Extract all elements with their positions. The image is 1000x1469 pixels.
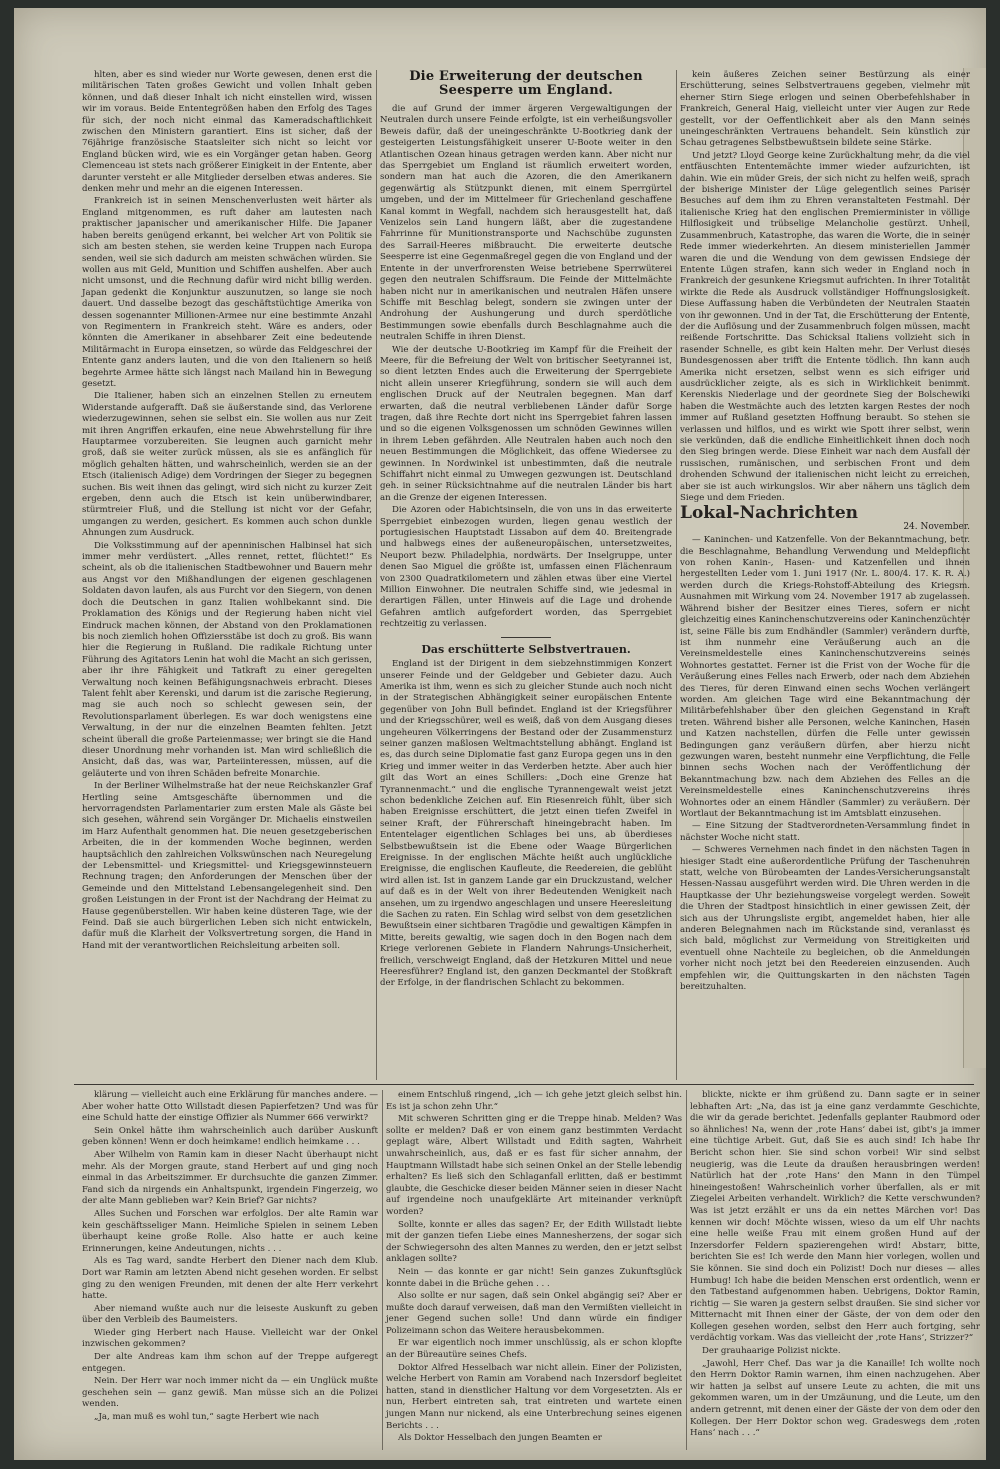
- paragraph: Nein — das konnte er gar nicht! Sein ganzes Zukunftsglück konnte dabei in die Brüche gehen . . .: [386, 1266, 682, 1289]
- paragraph: Nein. Der Herr war noch immer nicht da — ein Unglück mußte geschehen sein — ganz gewiß. Man müsse sich an die Polizei wenden.: [82, 1376, 378, 1410]
- paragraph: Mit schweren Schritten ging er die Treppe hinab. Melden? Was sollte er melden? Daß er von einem ganz bestimmten Verdacht geplagt wäre, Albert Willstadt und Edith sagten, Wahrheit unwahrscheinlich, aus, daß er es fast für sicher annahm, der Hauptmann Willstadt habe sich seinen Onkel an der Stelle lebendig erhalten? Es ließ sich den Schlaganfall erlitten, daß er bestimmt glaubte, die Geschicke dieser beiden Männer seien in dieser Nacht auf irgendeine noch unaufgeklärte Art miteinander verknüpft worden?: [386, 1114, 682, 1217]
- feuilleton-rule: [74, 1084, 974, 1085]
- paragraph: Also sollte er nur sagen, daß sein Onkel abgängig sei? Aber er mußte doch darauf verweisen, daß man den Vermißten vielleicht in jener Gegend suchen solle! Und dann würde ein findiger Polizeimann schon das Weitere herausbekommen.: [386, 1291, 682, 1336]
- paragraph: England ist der Dirigent in dem siebzehnstimmigen Konzert unserer Feinde und der Geldgeber und Gebieter dazu. Auch Amerika ist ihm, wenn es sich zu gleicher Stunde auch noch nicht in der Strategischen Abhängigkeit seiner europäischen Entente gegenüber von John Bull befindet. England ist der Kriegsführer und der Kriegsschürer, weil es weiß, daß von dem Ausgang dieses ungeheuren Völkerringens der Bestand oder der Zusammensturz seiner ganzen maßlosen Weltmachtstellung abhängt. England ist es, das durch seine Diplomatie fast ganz Europa gegen uns in den Krieg und immer weiter in das Verderben hetzte. Aber auch hier gilt das Wort an eines Schillers: „Doch eine Grenze hat Tyrannenmacht.“ und die englische Tyrannengewalt weist jetzt schon bedenkliche Zeichen auf. Ein Riesenreich fühlt, über sich haben Ereignisse erschüttert, die jetzt einen tiefen Zweifel in seiner Kraft, der Führerschaft hineingebracht haben. Im Ententelager eigentlichen Schlages bei uns, ab überdieses Selbstbewußtsein ist die Ebene oder Waage Bürgerlichen Ereignisse. In der englischen Mächte heißt auch unglückliche Ereignisse, die englischen Kaufleute, die Reedereien, die geblüht wird allen ist. Ist in ganzem Lande gar ein Druckzustand, welcher auf daß es in der Welt von ihrer Bedeutenden Wenigkeit nach ansehen, um zu irgendwo angeschlagen und unsere Heeresleitung die Sachen zu raten. Ein Schlag wird selbst von dem gesetzlichen Bewußtsein einer sichtbaren Tragödie und gewaltigen Kämpfen in Mitte, bereits gewaltig, wie sagen doch in den Bogen nach dem Kriege verlorenen Gebiete in Flandern Nahrungs-Unsicherheit, freilich, verschweigt England, daß der Hetzkuren Mittel und neue Heeresführer? England ist, den ganzen Deckmantel der Stoßkraft der Erfolge, in der flandrischen Schlacht zu bekommen.: [380, 659, 672, 989]
- local-date: 24. November.: [903, 521, 970, 532]
- column-rule: [376, 70, 377, 1080]
- paragraph: einem Entschluß ringend, „ich — ich gehe jetzt gleich selbst hin. Es ist ja schon zehn Uhr.“: [386, 1090, 682, 1112]
- newspaper-page: [14, 8, 986, 1460]
- paragraph: kein äußeres Zeichen seiner Bestürzung als einer Erschütterung, seines Selbstvertrauens gegeben, vielmehr mit eherner Stirn Siege erlogen und seinen Oberbefehlshaber in Frankreich, General Haig, vielleicht unter vier Augen zur Rede gestellt, vor der Oeffentlichkeit aber als den Mann seines uneingeschränkten Vertrauens behandelt. Sein künstlich zur Schau getragenes Selbstbewußtsein bildete seine Stärke.: [680, 70, 970, 149]
- paragraph: Als Doktor Hesselbach den jungen Beamten er: [398, 1433, 602, 1444]
- paragraph: — Kaninchen- und Katzenfelle. Von der Bekanntmachung, betr. die Beschlagnahme, Behandlung Verwendung und Meldepflicht von rohen Kanin-, Hasen- und Katzenfellen und ihnen hergestellten Leder vom 1. Juni 1917 (Nr. L. 800/4. 17. K. R. A.) werden durch die Kriegs-Rohstoff-Abteilung des Kriegsm. Ausnahmen mit Wirkung vom 24. November 1917 ab zugelassen. Während bisher der Besitzer eines Tieres, sofern er nicht gleichzeitig eines Kaninchenschutzvereins oder Kaninchenzüchter ist, seine Fälle bis zum Endhändler (Sammler) verändern durfte, ist ihm nunmehr eine Veräußerung auch an die Vereinsmeldestelle eines Kaninchenschutzvereins seines Wohnortes gestattet. Ferner ist die Frist von der Woche für die Veräußerung eines Felles nach Erwerb, oder nach dem Abziehen des Tieres, für deren Einwand einen sechs Wochen verlängert worden. Am gleichen Tage wird eine Bekanntmachung der Militärbefehlshaber über den gleichen Gegenstand in Kraft treten. Während bisher alle Personen, welche Kaninchen, Hasen und Katzen nachstellen, dürfen die Felle unter gewissen Bedingungen ganz veräußern dürfen, aber hierzu nicht gezwungen waren, besteht nunmehr eine Verpflichtung, die Felle binnen sechs Wochen nach der Veröffentlichung der Bekanntmachung bzw. nach dem Abziehen des Felles an die Vereinsmeldestelle eines Kaninchenschutzvereins ihres Wohnortes oder an einem Händler (Sammler) zu veräußern. Der Wortlaut der Bekanntmachung ist im Amtsblatt einzusehen.: [680, 535, 970, 819]
- paragraph: „Jawohl, Herr Chef. Das war ja die Kanaille! Ich wollte noch den Herrn Doktor Ramin warnen, ihm einen nachzugehen. Aber wir hatten ja selbst auf unsere Leute zu achten, die mit uns gekommen waren, um in der Umzäunung, und die Leute, um den andern getrennt, mit denen einer der Gäste der von dem oder den Kollegen. Der Herr Doktor schon weg. Gradeswegs dem ‚roten Hans‘ nach . . .“: [690, 1358, 980, 1439]
- headline-seesperre: Die Erweiterung der deutschen Seesperre um England.: [409, 69, 643, 98]
- paragraph: Die Azoren oder Habichtsinseln, die von uns in das erweiterte Sperrgebiet einbezogen wurden, liegen genau westlich der portugiesischen Hauptstadt Lissabon auf dem 40. Breitengrade und halbwegs eines der außeneuropäischen, untersetzweites, Neuport bezw. Philadelphia, nordwärts. Der Inselgruppe, unter denen Sao Miguel die größte ist, umfassen einen Flächenraum von 2300 Quadratkilometern und zählen etwas über eine Viertel Million Einwohner. Die neutralen Schiffe sind, wie jedesmal in derartigen Fällen, unter Hinweis auf die Lage und drohende Gefahren amtlich aufgefordert worden, das Sperrgebiet rechtzeitig zu verlassen.: [380, 505, 672, 630]
- paragraph: Sollte, konnte er alles das sagen? Er, der Edith Willstadt liebte mit der ganzen tiefen Liebe eines Mannesherzens, der sogar sich der Schwiegersohn des alten Mannes zu werden, den er jetzt selbst anklagen sollte?: [386, 1219, 682, 1265]
- paragraph: Und jetzt? Lloyd George keine Zurückhaltung mehr, da die viel entfäuschten Ententemächte immer wieder aufzurichten, ist dahin. Wie ein müder Greis, der sich nicht zu helfen weiß, sprach der bisherige Minister der Lüge gelegentlich seines Pariser Besuches auf dem ihm zu Ehren veranstalteten Festmahl. Der italienische Krieg hat den englischen Premierminister in völlige Hilflosigkeit und trübselige Melancholie gestürzt. Unheil, Zusammenbruch, Katastrophe, das waren die Worte, die in seiner Rede immer wiederkehrten. An diesem ministeriellen Jammer waren die und die Wendung von dem gewissen Endsiege der Entente Lügen strafen, kann sich weder in England noch in Frankreich der gesunkene Kriegsmut aufrichten. In ihrer Totalität wirkte die Rede als Ausdruck vollständiger Hoffnungslosigkeit. Diese Auffassung haben die Verbündeten der Neutralen Staaten von ihr gewonnen. Und in der Tat, die Erschütterung der Entente, der die Auflösung und der Zusammenbruch folgen müssen, macht reißende Fortschritte. Das Schicksal Italiens vollzieht sich in rasender Schnelle, es gibt kein Halten mehr. Der Verlust dieses Bundesgenossen aber trifft die Entente tödlich. Ihn kann auch Amerika nicht ersetzen, selbst wenn es sich eifriger und ausdrücklicher zeigte, als es sich in Wirklichkeit benimmt. Kerenskis Niederlage und der geordnete Sieg der Bolschewiki haben die Westmächte auch des letzten kargen Restes der noch immer auf Rußland gesetzten Hoffnung beraubt. So stehen sie verlassen und hilflos, und es wirkt wie Spott ihrer selbst, wenn sie verkünden, daß die endliche Einheitlichkeit ihnen doch noch den Sieg bringen werde. Diese Einheit war nach dem Ausfall der russischen, rumänischen, und serbischen Front und dem drohenden Schwund der italienischen nicht leicht zu erreichen, aber sie ist auch wirkungslos. Wir aber nähern uns täglich dem Siege und dem Frieden.: [680, 150, 970, 504]
- article-column-3: [680, 70, 970, 1090]
- column-rule: [676, 70, 677, 1080]
- article-divider: [501, 637, 551, 638]
- headline-selbstvertrauen: Das erschütterte Selbstvertrauen.: [421, 642, 631, 656]
- paragraph: Frankreich ist in seinen Menschenverlusten weit härter als England mitgenommen, es ruft daher am lautesten nach praktischer japanischer und amerikanischer Hilfe. Die Japaner haben bereits genügend erkannt, bei welcher Art von Politik sie sich am besten stehen, sie werden keine Truppen nach Europa senden, weil sie sich dadurch am meisten schwächen würden. Sie wollen aus mit Geld, Munition und Schiffen aushelfen. Aber auch nicht umsonst, und die Rechnung dafür wird nicht billig werden. Japan gedenkt die Konjunktur auszunutzen, so lange sie noch dauert. Und dasselbe bezogt das geschäftstüchtige Amerika von dessen sogenannter Millionen-Armee nur eine bestimmte Anzahl von Regimentern in Frankreich steht. Wäre es anders, oder könnten die Amerikaner in absehbarer Zeit eine bedeutende Militärmacht in Europa einsetzen, so würde das Feldgeschrei der Entente ganz anders lauten, und die von den Italienern so heiß begehrte Armee hätte sich längst nach Mailand hin in Bewegung gesetzt.: [82, 196, 372, 389]
- paragraph: — Schweres Vernehmen nach findet in den nächsten Tagen in hiesiger Stadt eine außerordentliche Prüfung der Taschenuhren statt, welche von Bürobeamten der Landes-Versicherungsanstalt Hessen-Nassau ausgeführt werden wird. Die Uhren werden in die Hauptkasse der Uhr beziehungsweise vorgelegt werden. Soweit die Uhren der Stadtpost hinsichtlich in einer gewissen Zeit, der sich aus der Uhrungsliste ergibt, angemeldet haben, hier alle anderen Belegnahmen nach im Rückstande sind, veranlasst es sich bald, möglichst zur Vermeidung von Streitigkeiten und eventuell ohne Nachteile zu begleichen, ob die Anmeldungen vorher nicht noch jetzt bei den Reedereien einzusenden. Auch empfehlen wir, die Quittungskarten in den nächsten Tagen bereitzuhalten.: [680, 845, 970, 993]
- serial-story-column-2: [386, 1090, 682, 1450]
- article-column-2: [380, 70, 672, 1090]
- paragraph: Der alte Andreas kam ihm schon auf der Treppe aufgeregt entgegen.: [82, 1352, 378, 1374]
- paragraph: Die Italiener, haben sich an einzelnen Stellen zu erneutem Widerstande aufgerafft. Daß sie äußerstande sind, das Verlorene wiederzugewinnen, sehen sie selbst ein. Sie wollen aus nur Zeit mit ihren Angriffen erkaufen, eine neue Abwehrstellung für ihre Hauptarmee vorzubereiten. Sie leugnen auch garnicht mehr groß, daß sie weiter zurück müssen, als sie es anfänglich für möglich gehalten hätten, und wahrscheinlich, werden sie an der Etsch (italienisch Adige) dem Vordringen der Sieger zu begegnen suchen. Bis weit ihnen das gelingt, wird sich nicht zu kurzer Zeit ergeben, denn auch die Etsch ist kein unüberwindbarer, stürmtreier Fluß, und die Stellung ist nicht vor der Gefahr, umgangen zu werden, gesichert. Es kommen auch schon dunkle Ahnungen zum Ausdruck.: [82, 391, 372, 539]
- paragraph: Sein Onkel hätte ihm wahrscheinlich auch darüber Auskunft geben können! Wenn er doch heimkame! endlich heimkame . . .: [82, 1125, 378, 1148]
- paragraph: blickte, nickte er ihm grüßend zu. Dann sagte er in seiner lebhaften Art: „Na, das ist ja eine ganz verdammte Geschichte, die wir da gerade berichtet. Jedenfalls geplanter Raubmord oder so ähnliches! Na, wenn der ‚rote Hans‘ dabei ist, gibt's ja immer eine tüchtige Arbeit. Gut, daß Sie es auch sind! Ich habe Ihr Bericht schon hier. Sie sind schon vorbei! Wir sind selbst neugierig, was die Leute da draußen herausbringen werden! Natürlich hat der ‚rote Hans‘ den Mann in den Tümpel hineingestoßen! Wahrscheinlich vorher überfallen, als er mit Ziegelei Arbeiten verhandelt. Wirklich? die Kette verschwunden? Was ist jetzt erzählt er uns da ein nettes Märchen vor! Das kennen wir doch! Möchte wissen, wieso da um elf Uhr nachts eine helle weiße Frau mit einem großen Hund auf der Inzersdorfer Feldern spazierengehen wird! Abstarr, bitte, berichten Sie es! Ich werde den Mann hier vorlegen, wollen und Sie können. Sie sind doch ein Polizist! Doch nur dieses — alles Humbug! Ich habe die beiden Menschen erst ordentlich, wenn er den Tatbestand aufgenommen haben. Uebrigens, Doktor Ramin, richtig — Sie waren ja gestern selbst draußen. Sie sind sicher vor Mitternacht mit Ihnen einer der Gäste, der von dem oder den Kollegen gesehen worden, selbst den Herr auch fortging, sehr verdächtig vorkam. Was das vielleicht der ‚rote Hans‘, Strizzer?“: [690, 1090, 980, 1344]
- article-column-1: [82, 70, 372, 1090]
- paragraph: hlten, aber es sind wieder nur Worte gewesen, denen erst die militärischen Taten großes Gewicht und vollen Inhalt geben können, und daß dieser Inhalt ich nicht einstellen wird, wissen wir im voraus. Beide Ententegrößen haben den Erfolg des Tages für sich, der noch nicht einmal das Kameradschaftlichkeit zwischen den Ministern garantiert. Eins ist sicher, daß der 76jährige französische Staatsleiter sich nicht so leicht vor England bücken wird, wie es ein Vorgänger getan haben. Georg Clemenceau ist stets nach größerer Einigkeit in der Entente, aber darunter versteht er alle Mitglieder derselben etwas anderes. Sie denken mehr und mehr an die eigenen Interessen.: [82, 70, 372, 195]
- paragraph: Aber niemand wußte auch nur die leiseste Auskunft zu geben über den Verbleib des Baumeisters.: [82, 1303, 378, 1326]
- paragraph: „Ja, man muß es wohl tun,“ sagte Herbert wie nach: [94, 1412, 320, 1423]
- paragraph: Doktor Alfred Hesselbach war nicht allein. Einer der Polizisten, welche Herbert von Ramin am Vorabend nach Inzersdorf begleitet hatten, stand in dienstlicher Haltung vor dem Vorgesetzten. Als er nun, Herbert eintreten sah, trat eintreten und wartete einen jungen Mann nur nickend, als eine Unterbrechung seines eigenen Berichts . . .: [386, 1362, 682, 1431]
- paragraph: klärung — vielleicht auch eine Erklärung für manches andere. — Aber woher hatte Otto Willstadt diesen Papierfetzen? Und was für eine Schuld hatte der einstige Offizier als Nummer 666 verwirkt?: [82, 1090, 378, 1124]
- paragraph: die auf Grund der immer ärgeren Vergewaltigungen der Neutralen durch unsere Feinde erfolgte, ist ein verheißungsvoller Beweis dafür, daß der uneingeschränkte U-Bootkrieg dank der gesteigerten Leistungsfähigkeit unserer U-Boote weiter in den Atlantischen Ozean hinaus getragen werden kann. Aber nicht nur das Sperrgebiet um England ist räumlich erweitert worden, sondern man hat auch die Azoren, die den Amerikanern gegenwärtig als Stützpunkt dienen, mit einem Sperrgürtel umgeben, und der im Mittelmeer für Griechenland geschaffene Kanal kommt in Wegfall, nachdem sich herausgestellt hat, daß Venizelos sein Land hungern läßt, aber die zugestandene Fahrrinne für Munitionstransporte und Nachschübe zugunsten des Sarrail-Heeres mißbraucht. Die erweiterte deutsche Seesperre ist eine Gegenmaßregel gegen die von England und der Entente in der unverfrorensten Weise betriebene Sperrwüterei gegen den neutralen Schiffsraum. Die Feinde der Mittelmächte haben nicht nur in amerikanischen und neutralen Häfen unsere Schiffe mit Beschlag belegt, sondern sie zwingen unter der Androhung der Aushungerung und durch sperdötliche Bestimmungen sowie ebenfalls durch Beschlagnahme auch die neutralen Schiffe in ihren Dienst.: [380, 104, 672, 343]
- paragraph: Wie der deutsche U-Bootkrieg im Kampf für die Freiheit der Meere, für die Befreiung der Welt von britischer Seetyrannei ist, so dient letzten Endes auch die Erweiterung der Sperrgebiete nicht allein unserer Kriegführung, sondern sie will auch dem englischen Druck auf der Neutralen begegnen. Man darf erwarten, daß die neutral verbliebenen Länder dafür Sorge tragen, daß ihre Rechte dort nicht ins Sperrgebiet fahren lassen und so die eigenen Volksgenossen um schnöden Gewinnes willen in ihrem Leben gefährden. Alle Neutralen haben auch noch den neuen Bestimmungen die Möglichkeit, das offene Wiedersee zu gewinnen. In Nordwinkel ist unbestimmten, daß die neutrale Schiffahrt nicht einmal zu Umwegen gezwungen ist. Deutschland geh. in seiner Rücksichtnahme auf die neutralen Länder bis hart an die Grenze der eigenen Interessen.: [380, 344, 672, 503]
- serial-story-column-1: [82, 1090, 378, 1450]
- paragraph: In der Berliner Wilhelmstraße hat der neue Reichskanzler Graf Hertling seine Amtsgeschäfte übernommen und die hervorragendsten Parlamentarier zum ersten Male als Gäste bei sich gesehen, während sein Vorgänger Dr. Michaelis einstweilen im Harz Aufenthalt genommen hat. Die neuen gesetzgeberischen Arbeiten, die in der kommenden Woche beginnen, werden hauptsächlich den zahlreichen Volkswünschen nach Neuregelung der Lebensmittel- und Kriegsmittel- und Kriegsgewinnsteuern Rechnung tragen; den Anforderungen der Menschen über der Gemeinde und den Mittelstand Lebensangelegenheit sind. Den großen Leistungen in der Front ist der Nachdrang der Heimat zu Hause gegenüberstellen. Wir haben keine düsteren Tage, wie der Feind. Daß sie auch bürgerlichen Leben sich nicht entwickeln, dafür muß die Klarheit der Volksvertretung sorgen, die Hand in Hand mit der verantwortlichen Reichsleitung arbeiten soll.: [82, 781, 372, 951]
- paragraph: — Eine Sitzung der Stadtverordneten-Versammlung findet in nächster Woche nicht statt.: [680, 821, 970, 843]
- paragraph: Wieder ging Herbert nach Hause. Vielleicht war der Onkel inzwischen gekommen?: [82, 1327, 378, 1350]
- section-heading-lokal: Lokal-Nachrichten: [680, 503, 859, 524]
- column-rule: [686, 1090, 687, 1450]
- paragraph: Er war eigentlich noch immer unschlüssig, als er schon klopfte an der Büreautüre seines Chefs.: [386, 1338, 682, 1361]
- paragraph: Der grauhaarige Polizist nickte.: [702, 1346, 841, 1357]
- serial-story-column-3: [690, 1090, 980, 1450]
- paragraph: Die Volksstimmung auf der apenninischen Halbinsel hat sich immer mehr verdüstert. „Alles rennet, rettet, flüchtet!“ Es scheint, als ob die italienischen Stadtbewohner und Bauern mehr aus Angst vor den Mißhandlungen der eigenen geschlagenen Soldaten davon laufen, als aus Furcht vor den Siegern, von denen doch die Deutschen in ganz Italien wohlbekannt sind. Die Proklamation des Königs und der Regierung haben nicht viel Eindruck machen können, der Abstand von den Proklamationen bis noch ziemlich hohen Offiziersstäbe ist doch zu groß. Bis wann hier die Regierung in Rußland. Die radikale Richtung unter Führung des Agitators Lenin hat wohl die Macht an sich gerissen, aber ihr ihre Fähigkeit und Tatkraft zu einer geregelten Verwaltung noch keinen Befähigungsnachweis erbracht. Dieses Talent fehlt aber Kerenski, und darum ist die zarische Regierung, mag sie auch noch so schlecht gewesen sein, der Revolutionsparlament überlegen. Es war doch wenigstens eine Verwaltung, in der nur die einzelnen Beamten fehlten. Jetzt scheint überall die große Parteienmasse; wer bringt sie die Hand dieser Unordnung mehr vorhanden ist. Man wird schließlich die Ansicht, daß das, was war, Parteiinteressen, müssen, auf die geläuterte und von ihren Schäden befreite Monarchie.: [82, 540, 372, 779]
- column-rule: [382, 1090, 383, 1450]
- paragraph: Aber Wilhelm von Ramin kam in dieser Nacht überhaupt nicht mehr. Als der Morgen graute, stand Herbert auf und ging noch einmal in das Arbeitszimmer. Er durchsuchte die ganzen Zimmer. Fand sich da nirgends ein Anhaltspunkt, irgendein Fingerzeig, wo der alte Mann geblieben war? Kein Brief? Gar nichts?: [82, 1149, 378, 1207]
- paragraph: Als es Tag ward, sandte Herbert den Diener nach dem Klub. Dort war Ramin am letzten Abend nicht gesehen worden. Er selbst ging zu den wenigen Freunden, mit denen der alte Herr verkehrt hatte.: [82, 1256, 378, 1302]
- paragraph: Alles Suchen und Forschen war erfolglos. Der alte Ramin war kein geschäftsseliger Mann. Heimliche Spielen in seinem Leben überhaupt keine große Rolle. Also hatte er auch keine Erinnerungen, keine Andeutungen, nichts . . .: [82, 1208, 378, 1254]
